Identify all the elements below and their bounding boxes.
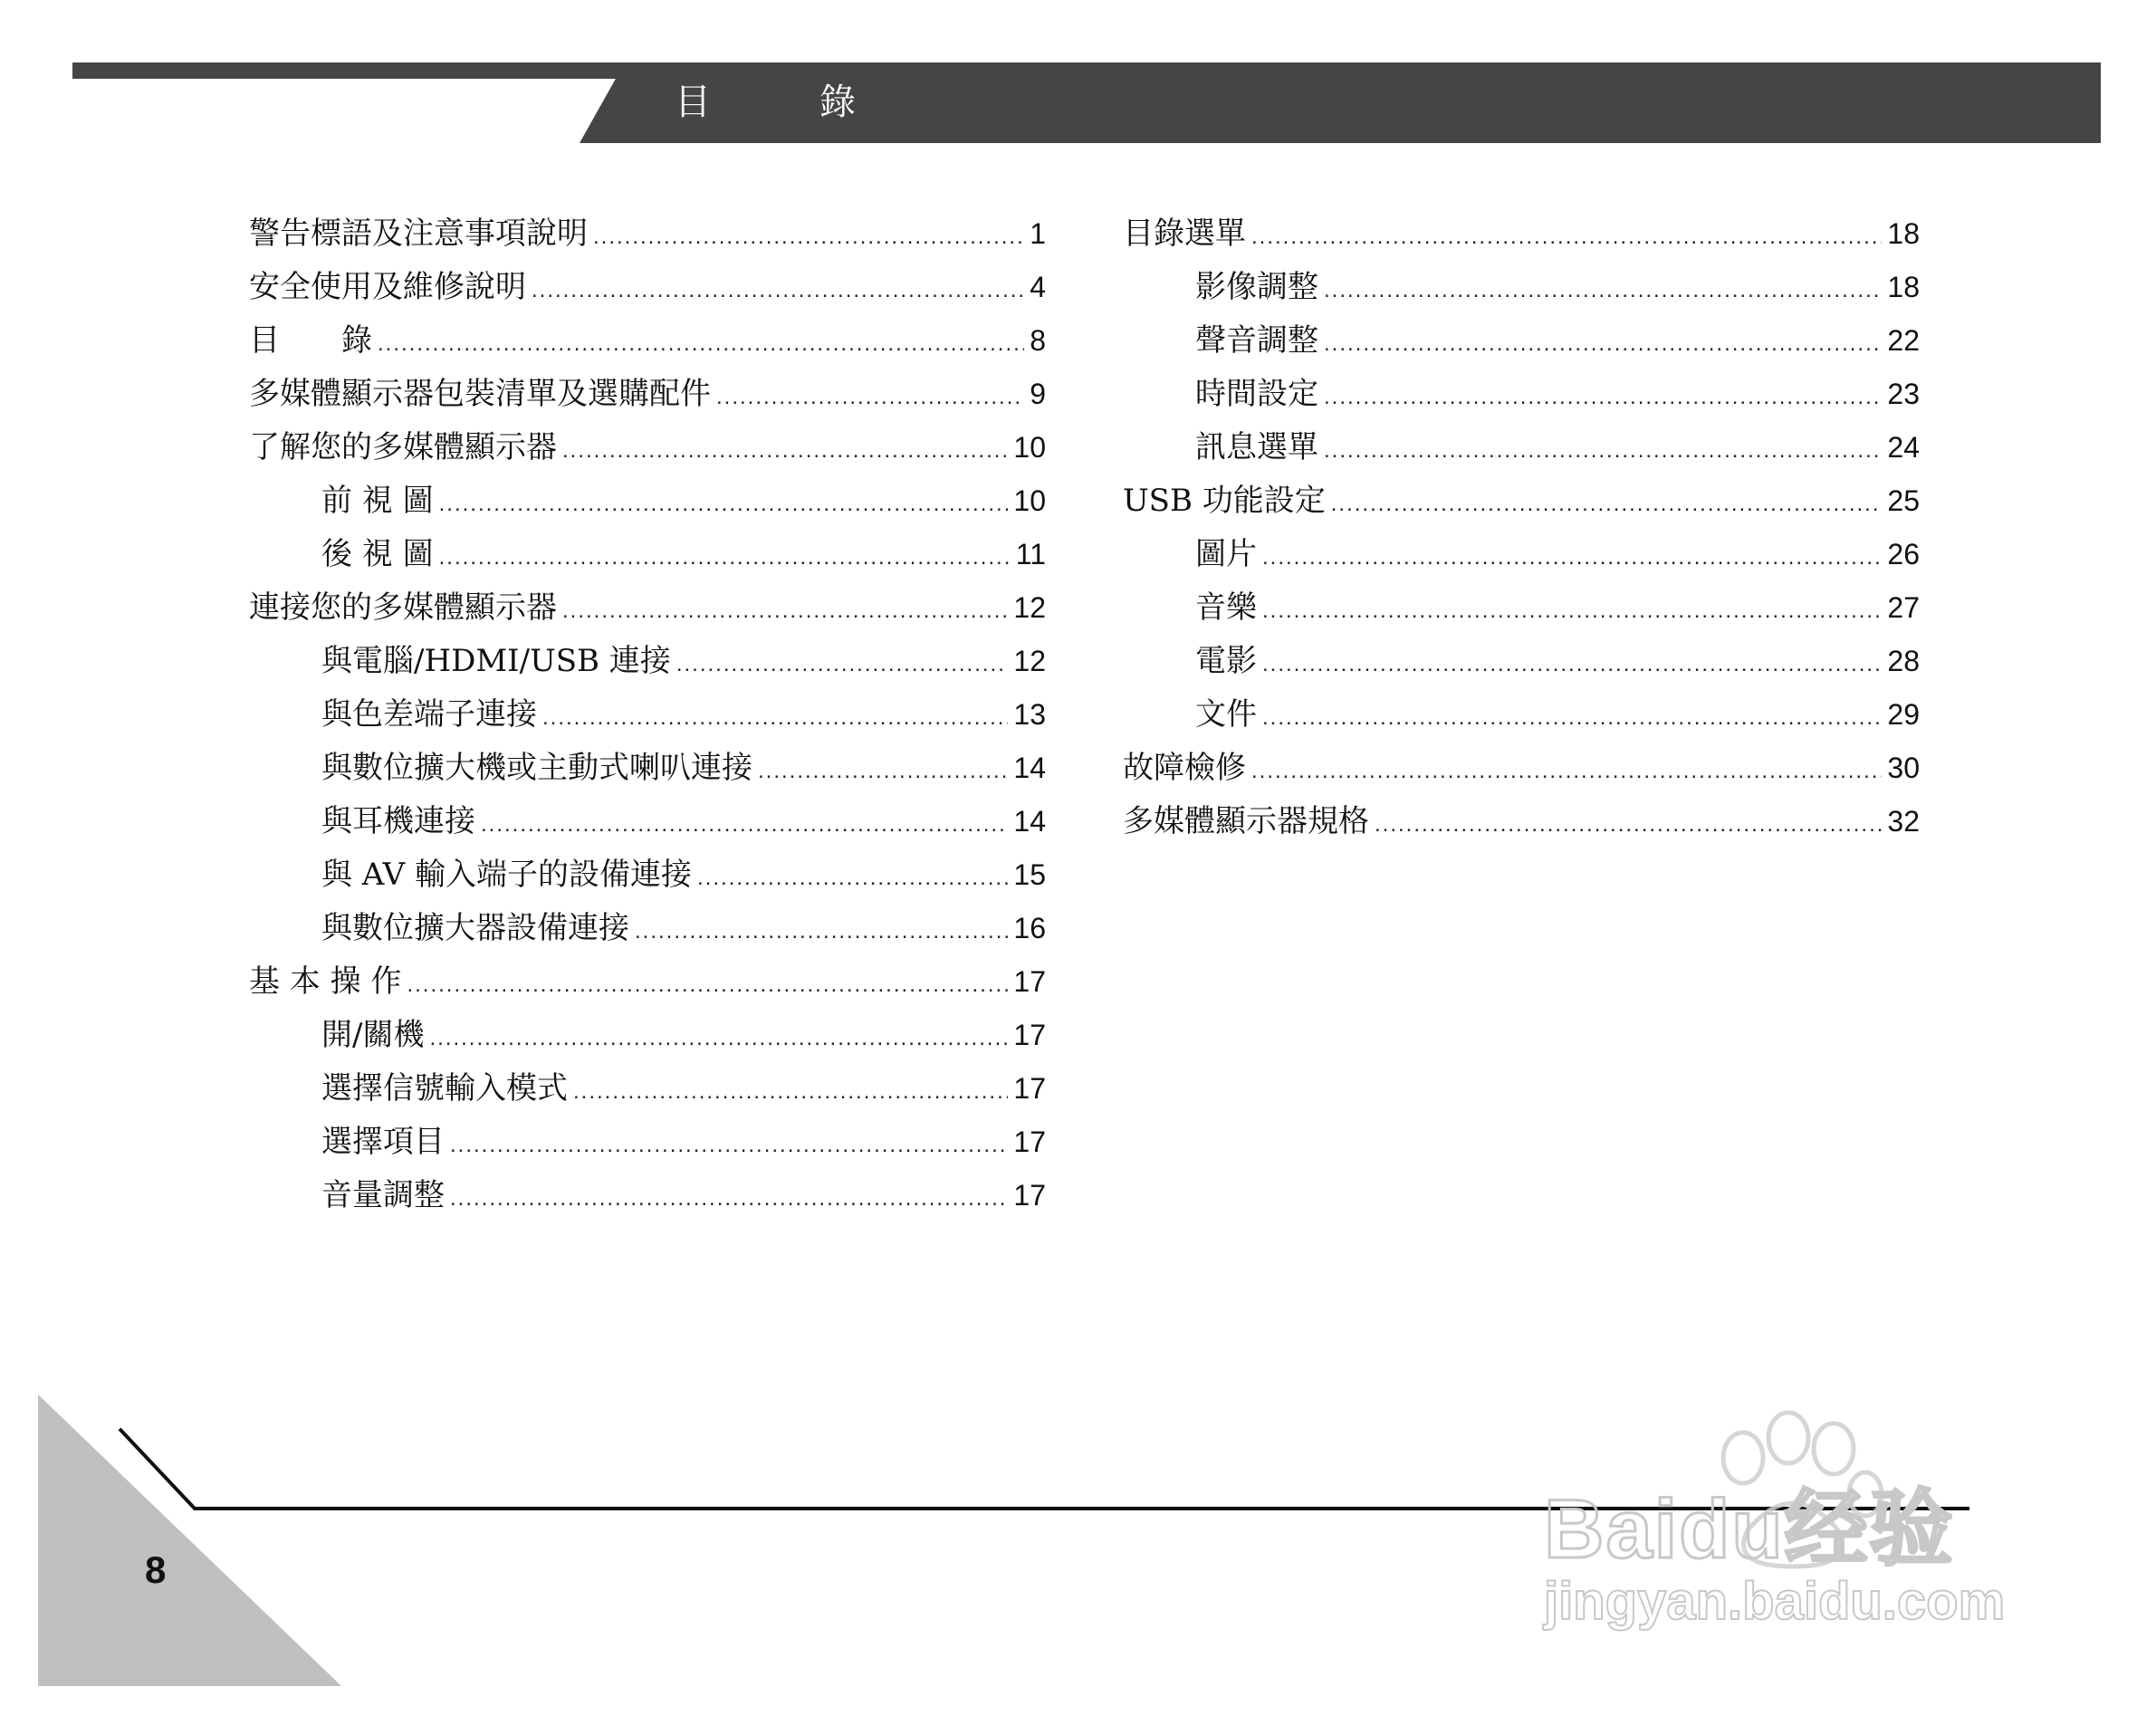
toc-leader-dots <box>573 1079 1008 1105</box>
toc-entry[interactable] <box>1123 262 1920 315</box>
toc-entry-page: 17 <box>1013 1072 1046 1105</box>
toc-entry-page: 14 <box>1013 805 1046 838</box>
toc-entry-title: 訊息選單 <box>1195 429 1318 465</box>
toc-leader-dots <box>1324 331 1882 357</box>
toc-entry-page: 17 <box>1013 965 1046 998</box>
toc-leader-dots <box>1251 759 1882 784</box>
toc-entry-title: 音量調整 <box>321 1177 445 1213</box>
toc-entry-title: 開/關機 <box>321 1017 425 1053</box>
toc-entry-title: 與電腦/HDMI/USB 連接 <box>321 643 671 679</box>
toc-right-column <box>1123 208 1920 849</box>
toc-entry-page: 4 <box>1030 271 1046 303</box>
toc-entry-title: 目錄選單 <box>1123 216 1246 252</box>
toc-entry-page: 12 <box>1013 645 1046 677</box>
toc-entry[interactable] <box>249 1010 1046 1063</box>
toc-leader-dots <box>407 972 1008 998</box>
toc-entry-title: 聲音調整 <box>1195 322 1318 359</box>
toc-entry-title: 基 本 操 作 <box>249 963 402 1000</box>
toc-entry-title: 前 視 圖 <box>321 483 434 519</box>
corner-triangle <box>38 1394 341 1686</box>
toc-entry-page: 17 <box>1013 1019 1046 1051</box>
toc-leader-dots <box>1324 438 1882 464</box>
toc-leader-dots <box>450 1186 1008 1212</box>
toc-entry-title: 選擇項目 <box>321 1124 445 1160</box>
toc-entry-page: 11 <box>1015 538 1046 570</box>
toc-entry[interactable] <box>1123 369 1920 422</box>
toc-entry-title: 與 AV 輸入端子的設備連接 <box>321 857 693 893</box>
toc-entry[interactable] <box>1123 422 1920 475</box>
toc-entry-page: 32 <box>1887 805 1920 838</box>
toc-entry-title: 圖片 <box>1195 536 1257 572</box>
toc-entry[interactable] <box>1123 743 1920 796</box>
toc-entry[interactable] <box>249 743 1046 796</box>
toc-entry-title: 與數位擴大機或主動式喇叭連接 <box>321 750 752 786</box>
toc-entry-page: 24 <box>1887 431 1920 464</box>
toc-entry[interactable] <box>249 422 1046 475</box>
toc-entry[interactable] <box>249 1170 1046 1223</box>
toc-leader-dots <box>1262 705 1882 731</box>
toc-entry-page: 10 <box>1013 431 1046 464</box>
toc-entry[interactable] <box>249 582 1046 636</box>
toc-entry-title: 連接您的多媒體顯示器 <box>249 589 557 626</box>
toc-entry-title: 多媒體顯示器規格 <box>1123 803 1369 839</box>
toc-entry[interactable] <box>249 369 1046 422</box>
toc-leader-dots <box>1251 225 1882 250</box>
toc-leader-dots <box>1262 599 1882 624</box>
toc-entry[interactable] <box>249 1063 1046 1116</box>
toc-entry-title: 音樂 <box>1195 589 1257 626</box>
toc-entry-title: 選擇信號輸入模式 <box>321 1070 568 1107</box>
toc-entry[interactable] <box>249 689 1046 743</box>
toc-entry-page: 16 <box>1013 912 1046 944</box>
toc-entry-page: 26 <box>1887 538 1920 570</box>
toc-entry-page: 18 <box>1887 271 1920 303</box>
toc-entry-title: 與耳機連接 <box>321 803 475 839</box>
toc-entry-title: 警告標語及注意事項說明 <box>249 216 588 252</box>
toc-entry-title: 時間設定 <box>1195 376 1318 412</box>
toc-entry[interactable] <box>249 636 1046 689</box>
toc-entry[interactable] <box>1123 636 1920 689</box>
toc-entry[interactable] <box>249 315 1046 369</box>
toc-entry-title: 多媒體顯示器包裝清單及選購配件 <box>249 376 711 412</box>
toc-entry-title: 與色差端子連接 <box>321 696 537 733</box>
toc-leader-dots <box>1262 652 1882 677</box>
toc-entry-page: 17 <box>1013 1126 1046 1158</box>
toc-entry-page: 13 <box>1013 698 1046 731</box>
toc-entry-page: 17 <box>1013 1179 1046 1212</box>
toc-entry-title: 與數位擴大器設備連接 <box>321 910 629 946</box>
page-title: 目 錄 <box>675 81 856 123</box>
toc-leader-dots <box>716 385 1024 410</box>
toc-entry-page: 23 <box>1887 378 1920 410</box>
toc-entry[interactable] <box>1123 475 1920 529</box>
toc-leader-dots <box>542 705 1008 731</box>
toc-entry[interactable] <box>1123 582 1920 636</box>
toc-leader-dots <box>439 492 1009 517</box>
toc-leader-dots <box>439 545 1011 570</box>
toc-entry-title: 目 錄 <box>249 322 372 359</box>
toc-entry-title: 後 視 圖 <box>321 536 434 572</box>
toc-entry-page: 30 <box>1887 752 1920 784</box>
toc-entry[interactable] <box>249 475 1046 529</box>
toc-entry-page: 18 <box>1887 217 1920 250</box>
toc-entry[interactable] <box>249 262 1046 315</box>
toc-leader-dots <box>676 652 1009 677</box>
toc-leader-dots <box>635 919 1008 944</box>
toc-leader-dots <box>1324 385 1882 410</box>
toc-entry[interactable] <box>249 956 1046 1010</box>
toc-entry[interactable] <box>249 903 1046 956</box>
toc-entry[interactable] <box>249 849 1046 903</box>
toc-entry[interactable] <box>249 529 1046 582</box>
toc-entry-title: 影像調整 <box>1195 269 1318 305</box>
toc-leader-dots <box>593 225 1024 250</box>
toc-leader-dots <box>1331 492 1883 517</box>
toc-leader-dots <box>1262 545 1882 570</box>
toc-entry-page: 25 <box>1887 484 1920 517</box>
toc-entry[interactable] <box>249 1116 1046 1170</box>
toc-entry-page: 15 <box>1013 858 1046 891</box>
toc-entry[interactable] <box>1123 796 1920 849</box>
toc-leader-dots <box>1375 812 1882 838</box>
toc-leader-dots <box>532 278 1024 303</box>
toc-entry-page: 14 <box>1013 752 1046 784</box>
toc-entry-page: 22 <box>1887 324 1920 357</box>
toc-entry-title: 電影 <box>1195 643 1257 679</box>
toc-leader-dots <box>429 1026 1008 1051</box>
toc-leader-dots <box>697 866 1008 891</box>
toc-entry[interactable] <box>1123 529 1920 582</box>
toc-leader-dots <box>378 331 1024 357</box>
toc-entry-title: 安全使用及維修說明 <box>249 269 526 305</box>
toc-entry[interactable] <box>249 796 1046 849</box>
toc-leader-dots <box>562 599 1008 624</box>
toc-leader-dots <box>758 759 1008 784</box>
page-number: 8 <box>145 1548 167 1591</box>
toc-entry[interactable] <box>249 208 1046 262</box>
toc-entry-page: 27 <box>1887 591 1920 624</box>
toc-entry-page: 9 <box>1030 378 1046 410</box>
toc-leader-dots <box>450 1133 1008 1158</box>
toc-leader-dots <box>481 812 1008 838</box>
toc-entry[interactable] <box>1123 315 1920 369</box>
toc-leader-dots <box>562 438 1008 464</box>
toc-entry-page: 12 <box>1013 591 1046 624</box>
toc-entry-page: 29 <box>1887 698 1920 731</box>
watermark-brand: Baidu经验 <box>1544 1483 1955 1576</box>
toc-entry[interactable] <box>1123 208 1920 262</box>
toc-left-column <box>249 208 1046 1223</box>
toc-entry-page: 1 <box>1030 217 1046 250</box>
toc-entry-page: 10 <box>1013 484 1046 517</box>
toc-entry-page: 8 <box>1030 324 1046 357</box>
toc-entry-page: 28 <box>1887 645 1920 677</box>
toc-entry-title: 文件 <box>1195 696 1257 733</box>
toc-entry[interactable] <box>1123 689 1920 743</box>
watermark-url: jingyan.baidu.com <box>1544 1572 2006 1631</box>
toc-entry-title: 故障檢修 <box>1123 750 1246 786</box>
toc-entry-title: USB 功能設定 <box>1123 483 1326 519</box>
toc-entry-title: 了解您的多媒體顯示器 <box>249 429 557 465</box>
toc-leader-dots <box>1324 278 1882 303</box>
